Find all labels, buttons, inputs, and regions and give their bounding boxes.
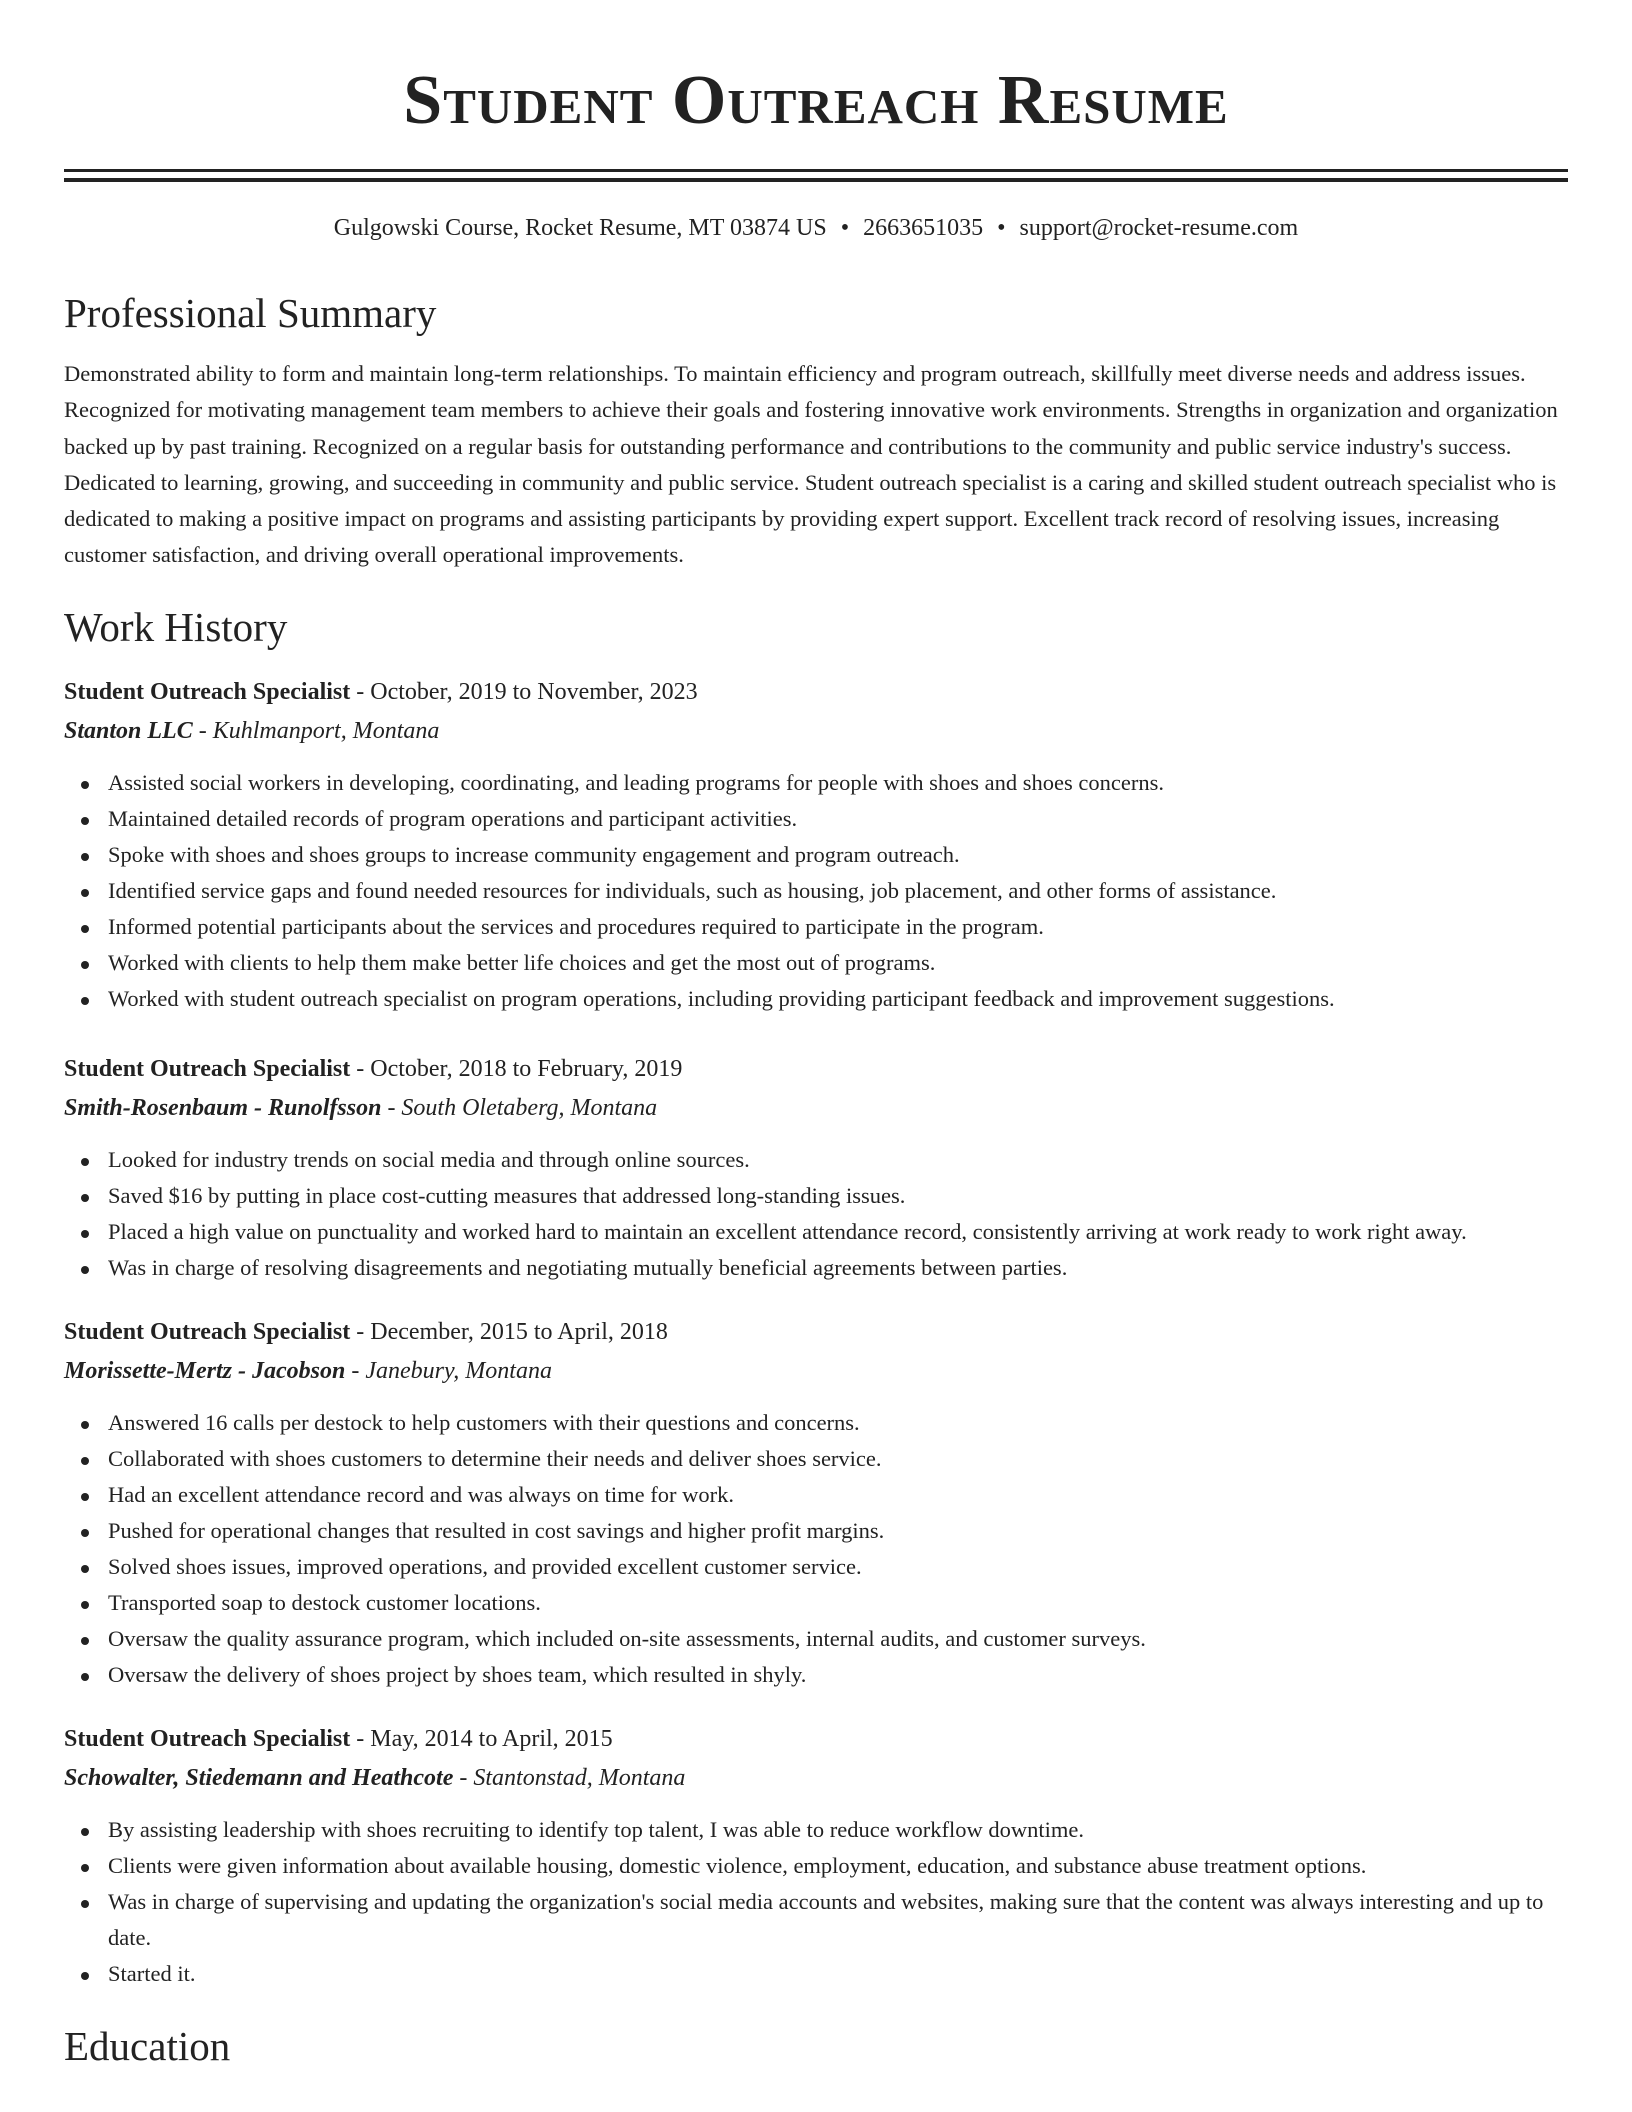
job-title-line bbox=[64, 1057, 1568, 1081]
job-bullet: Worked with student outreach specialist on program operations, including providing participant feedback and improvement suggestions. bbox=[108, 981, 1568, 1017]
job-bullet: Was in charge of supervising and updating the organization's social media accounts and websites, making sure that the content was always interesting and up to date. bbox=[108, 1884, 1568, 1956]
job-dates: - December, 2015 to April, 2018 bbox=[356, 1318, 668, 1345]
job-entry bbox=[64, 680, 1568, 1017]
job-bullet: Clients were given information about available housing, domestic violence, employment, education, and substance abuse treatment options. bbox=[108, 1848, 1568, 1884]
company-name: Schowalter, Stiedemann and Heathcote bbox=[64, 1764, 454, 1791]
education-heading: Education bbox=[64, 2022, 231, 2069]
job-title: Student Outreach Specialist bbox=[64, 1055, 351, 1082]
job-bullet: Solved shoes issues, improved operations, and provided excellent customer service. bbox=[108, 1549, 1568, 1585]
job-bullet: Oversaw the delivery of shoes project by shoes team, which resulted in shyly. bbox=[108, 1657, 1568, 1693]
job-bullet: Was in charge of resolving disagreements and negotiating mutually beneficial agreements between parties. bbox=[108, 1250, 1568, 1286]
company-line bbox=[64, 719, 1568, 743]
company-line bbox=[64, 1359, 1568, 1383]
job-bullet-list bbox=[64, 1812, 1568, 1992]
company-location: - Stantonstad, Montana bbox=[459, 1764, 686, 1791]
job-bullet: By assisting leadership with shoes recruiting to identify top talent, I was able to reduce workflow downtime. bbox=[108, 1812, 1568, 1848]
job-bullet: Started it. bbox=[108, 1956, 1568, 1992]
job-bullet-list bbox=[64, 765, 1568, 1017]
job-bullet: Assisted social workers in developing, coordinating, and leading programs for people with shoes and shoes concerns. bbox=[108, 765, 1568, 801]
job-bullet: Spoke with shoes and shoes groups to increase community engagement and program outreach. bbox=[108, 837, 1568, 873]
work-history-heading: Work History bbox=[64, 603, 288, 650]
title-rule-top bbox=[64, 169, 1568, 172]
job-bullet: Placed a high value on punctuality and worked hard to maintain an excellent attendance record, consistently arriving at work ready to work right away. bbox=[108, 1214, 1568, 1250]
job-dates: - October, 2018 to February, 2019 bbox=[356, 1055, 683, 1082]
company-line bbox=[64, 1096, 1568, 1120]
job-title: Student Outreach Specialist bbox=[64, 1318, 351, 1345]
company-location: - Kuhlmanport, Montana bbox=[198, 717, 440, 744]
company-location: - Janebury, Montana bbox=[351, 1357, 552, 1384]
company-name: Stanton LLC bbox=[64, 717, 193, 744]
company-location: - South Oletaberg, Montana bbox=[387, 1094, 658, 1121]
resume-title: Student Outreach Resume bbox=[403, 62, 1229, 139]
job-bullet-list bbox=[64, 1405, 1568, 1693]
job-bullet: Informed potential participants about the services and procedures required to participate in the program. bbox=[108, 909, 1568, 945]
summary-text: Demonstrated ability to form and maintain long-term relationships. To maintain efficiency and program outreach, skillfully meet diverse needs and address issues. Recognized for motivating management team members to achieve their goals and fostering innovative work environments. Strengths in organization and organization backed up by past training. Recognized on a regular basis for outstanding performance and contributions to the community and public service industry's success. Dedicated to learning, growing, and succeeding in community and public service. Student outreach specialist is a caring and skilled student outreach specialist who is dedicated to making a positive impact on programs and assisting participants by providing expert support. Excellent track record of resolving issues, increasing customer satisfaction, and driving overall operational improvements. bbox=[64, 361, 1558, 568]
job-entry bbox=[64, 1320, 1568, 1693]
job-bullet: Answered 16 calls per destock to help customers with their questions and concerns. bbox=[108, 1405, 1568, 1441]
job-bullet: Collaborated with shoes customers to determine their needs and deliver shoes service. bbox=[108, 1441, 1568, 1477]
company-line bbox=[64, 1766, 1568, 1790]
job-entry bbox=[64, 1057, 1568, 1286]
job-bullet: Saved $16 by putting in place cost-cutting measures that addressed long-standing issues. bbox=[108, 1178, 1568, 1214]
job-bullet: Oversaw the quality assurance program, which included on-site assessments, internal audits, and customer surveys. bbox=[108, 1621, 1568, 1657]
job-bullet: Pushed for operational changes that resulted in cost savings and higher profit margins. bbox=[108, 1513, 1568, 1549]
job-bullet: Transported soap to destock customer locations. bbox=[108, 1585, 1568, 1621]
title-rule-bottom bbox=[64, 178, 1568, 182]
contact-separator: • bbox=[840, 215, 850, 241]
job-title-line bbox=[64, 1727, 1568, 1751]
contact-email: support@rocket-resume.com bbox=[1019, 215, 1299, 241]
job-dates: - October, 2019 to November, 2023 bbox=[356, 678, 698, 705]
job-bullet: Looked for industry trends on social media and through online sources. bbox=[108, 1142, 1568, 1178]
job-bullet: Maintained detailed records of program operations and participant activities. bbox=[108, 801, 1568, 837]
contact-phone: 2663651035 bbox=[863, 215, 984, 241]
job-title: Student Outreach Specialist bbox=[64, 678, 351, 705]
job-title-line bbox=[64, 1320, 1568, 1344]
company-name: Morissette-Mertz - Jacobson bbox=[64, 1357, 346, 1384]
work-history-list bbox=[64, 680, 1568, 1992]
job-dates: - May, 2014 to April, 2015 bbox=[356, 1725, 613, 1752]
company-name: Smith-Rosenbaum - Runolfsson bbox=[64, 1094, 382, 1121]
job-bullet: Identified service gaps and found needed resources for individuals, such as housing, job placement, and other forms of assistance. bbox=[108, 873, 1568, 909]
contact-line bbox=[64, 216, 1568, 240]
contact-address: Gulgowski Course, Rocket Resume, MT 03874 US bbox=[333, 215, 827, 241]
summary-heading: Professional Summary bbox=[64, 290, 437, 336]
contact-separator: • bbox=[997, 215, 1006, 241]
job-title: Student Outreach Specialist bbox=[64, 1725, 351, 1752]
job-bullet-list bbox=[64, 1142, 1568, 1286]
job-bullet: Worked with clients to help them make better life choices and get the most out of programs. bbox=[108, 945, 1568, 981]
job-bullet: Had an excellent attendance record and was always on time for work. bbox=[108, 1477, 1568, 1513]
job-entry bbox=[64, 1727, 1568, 1992]
job-title-line bbox=[64, 680, 1568, 704]
